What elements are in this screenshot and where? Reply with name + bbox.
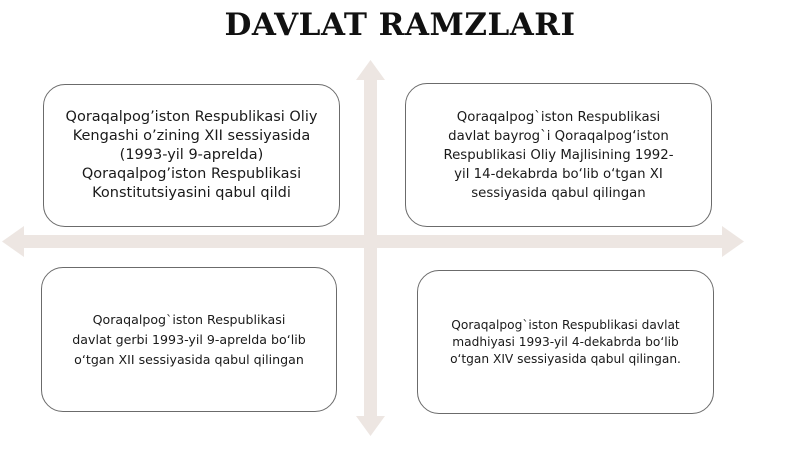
emblem-text: Qoraqalpog`iston Respublikasi davlat gerbi 1993-yil 9-aprelda bo‘lib o‘tgan XII sessiyasida qabul qilingan xyxy=(72,311,306,367)
anthem-text: Qoraqalpog`iston Respublikasi davlat madhiyasi 1993-yil 4-dekabrda bo‘lib o‘tgan XIV sessiyasida qabul qilingan. xyxy=(450,317,681,366)
page-title: DAVLAT RAMZLARI xyxy=(224,7,576,43)
constitution-box xyxy=(43,84,340,227)
emblem-box xyxy=(41,267,337,412)
anthem-box xyxy=(417,270,714,414)
constitution-text: Qoraqalpog’iston Respublikasi Oliy Kengashi o’zining XII sessiyasida (1993-yil 9-aprelda) Qoraqalpog’iston Respublikasi Konstitutsiyasini qabul qildi xyxy=(65,109,318,201)
flag-text: Qoraqalpog`iston Respublikasi davlat bayrog`i Qoraqalpog‘iston Respublikasi Oliy Majlisining 1992- yil 14-dekabrda bo‘lib o‘tgan XI sessiyasida qabul qilingan xyxy=(443,109,674,201)
flag-box xyxy=(405,83,712,227)
